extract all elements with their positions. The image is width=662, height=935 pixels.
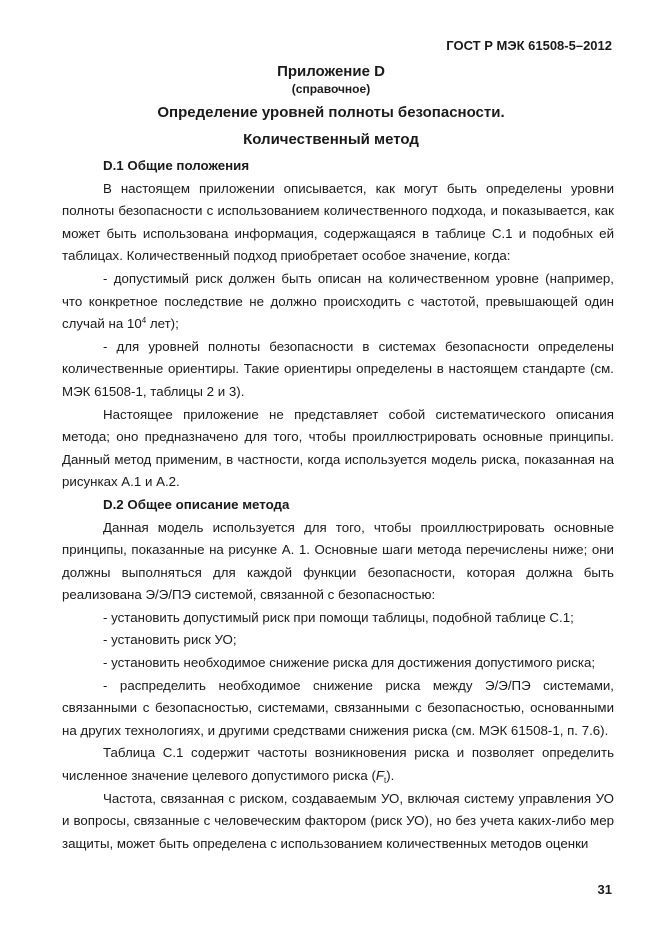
list-item: - для уровней полноты безопасности в системах безопасности определены количественные ориентиры. Такие ориентиры определены в настоящем стандарте (см. МЭК 61508-1, таблицы 2 и 3). [62,338,614,399]
section-heading-d1: D.1 Общие положения [103,158,250,173]
appendix-heading-line2: Количественный метод [243,131,419,148]
list-item: - распределить необходимое снижение риска между Э/Э/ПЭ системами, связанными с безопасностью, системами, связанными с безопасностью, основанными на других технологиях, и другими средствами снижения риска (см. МЭК 61508-1, п. 7.6). [62,677,614,738]
text-span: ). [386,768,395,784]
paragraph: Данная модель используется для того, чтобы проиллюстрировать основные принципы, показанные на рисунке А. 1. Основные шаги метода перечислены ниже; они должны выполняться для каждой функции безопасности, которая должна быть реализована Э/Э/ПЭ системой, связанной с безопасностью: [62,519,614,603]
list-item: - установить необходимое снижение риска для достижения допустимого риска; [103,655,596,671]
list-item: - установить допустимый риск при помощи таблицы, подобной таблице С.1; [103,609,574,625]
page-number: 31 [597,882,612,897]
variable: F [375,768,385,784]
subscript: t [384,776,387,786]
list-item: - установить риск УО; [103,632,237,648]
list-item [62,268,614,336]
document-code-header: ГОСТ Р МЭК 61508-5–2012 [446,38,612,53]
superscript: 4 [141,316,147,326]
paragraph [62,742,614,787]
text-span: Таблица С.1 содержит частоты возникновения риска и позволяет определить численное значение целевого допустимого риска ( [62,745,614,784]
paragraph: В настоящем приложении описывается, как могут быть определены уровни полноты безопасности с использованием количественного подхода, и показывается, как может быть использована информация, содержащаяся в таблице С.1 и подобных ей таблицах. Количественный подход приобретает особое значение, когда: [62,180,614,264]
body-text [62,155,614,855]
text-span: - допустимый риск должен быть описан на количественном уровне (например, что конкретное последствие не должно происходить с частотой, превышающей один случай на 10 [62,270,614,332]
section-heading-d2: D.2 Общее описание метода [103,496,290,512]
text-span: лет); [146,316,179,332]
appendix-title: Приложение D [277,63,385,80]
paragraph: Настоящее приложение не представляет собой систематического описания метода; оно предназначено для того, чтобы проиллюстрировать основные принципы. Данный метод применим, в частности, когда используется модель риска, показанная на рисунках А.1 и А.2. [62,406,614,490]
appendix-heading-line1: Определение уровней полноты безопасности. [157,104,505,121]
paragraph: Частота, связанная с риском, создаваемым УО, включая систему управления УО и вопросы, связанные с человеческим фактором (риск УО), но без учета каких-либо мер защиты, может быть определена с использованием количественных методов оценки [62,790,614,851]
appendix-subtitle: (справочное) [291,82,371,96]
